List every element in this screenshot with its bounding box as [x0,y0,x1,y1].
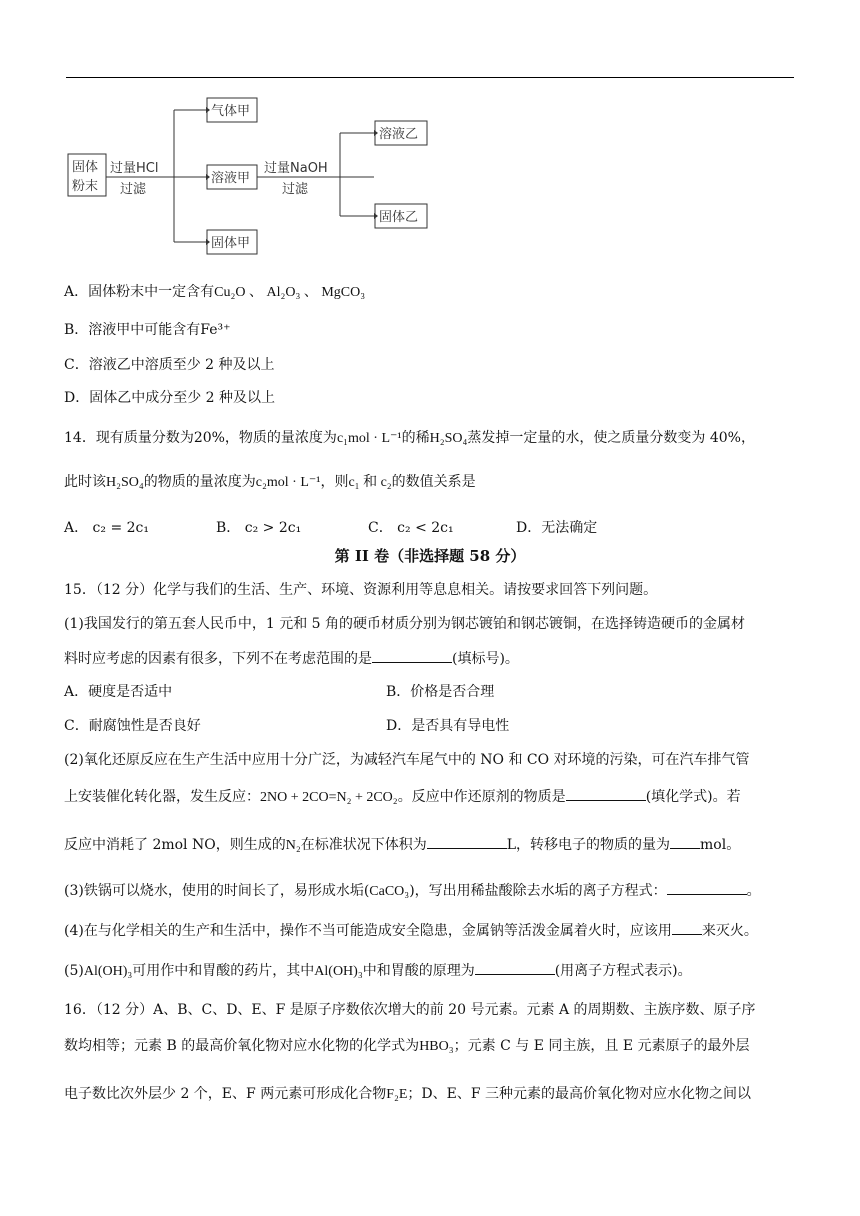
q13-option-c: C．溶液乙中溶质至少 2 种及以上 [64,357,275,373]
q15-p3 [64,880,761,902]
label-solid-powder-1: 固体 [72,160,99,175]
q14-vars: c₁ 和 c₂ [348,475,392,490]
label-step1-op: 过滤 [120,182,147,197]
q14-line2-d: 的数值关系是 [391,474,476,490]
q13-option-b: B．溶液甲中可能含有Fe³⁺ [64,322,231,338]
q14-c1-unit: c₁mol · L⁻¹ [336,431,402,446]
answer-blank[interactable] [427,834,507,849]
q15-p2-line3-a: 反应中消耗了 2mol NO，则生成的 [64,837,286,853]
q15-intro: 15．（12 分）化学与我们的生活、生产、环境、资源利用等息息相关。请按要求回答下列问题。 [64,582,658,598]
label-solid-a: 固体甲 [211,236,251,251]
q15-p3-a: (3)铁锅可以烧水，使用的时间长了，易形成水垢( [64,883,370,899]
label-step2-op: 过滤 [282,182,309,197]
q15-caco3: CaCO₃ [369,884,410,899]
q14-line2-c: ，则 [320,474,349,490]
q16-f2e: F₂E [386,1087,408,1102]
q16-line3-a: 电子数比次外层少 2 个，E、F 两元素可形成化合物 [64,1086,387,1102]
q15-p5-d: (用离子方程式表示)。 [554,963,692,979]
q15-option-b: B．价格是否合理 [386,684,495,700]
q16-line1: 16．（12 分）A、B、C、D、E、F 是原子序数依次增大的前 20 号元素。元素 A 的周期数、主族序数、原子序 [64,1002,756,1018]
q13-option-d: D．固体乙中成分至少 2 种及以上 [64,390,276,406]
q14-option-b: B． c₂ > 2c₁ [216,520,302,536]
answer-blank[interactable] [372,648,452,663]
answer-blank[interactable] [672,920,702,935]
q15-p2-line2 [64,786,741,808]
q14-option-a: A． c₂ = 2c₁ [64,520,150,536]
q15-reaction-equation: 2NO + 2CO=N₂ + 2CO₂ [260,790,398,805]
answer-blank[interactable] [566,786,646,801]
q15-p2-line2-a: 上安装催化转化器，发生反应： [64,789,260,805]
q14-line1-c: 蒸发掉一定量的水，使之质量分数变为 40%， [467,430,755,446]
q15-aloh3-2: Al(OH)₃ [314,964,363,979]
label-step1-reagent: 过量HCl [110,161,159,176]
q14-option-d: D．无法确定 [516,520,598,536]
q13-option-a [64,282,365,303]
q14-option-c: C． c₂ < 2c₁ [368,520,454,536]
q15-p4 [64,920,758,941]
q14-line2-a: 此时该 [64,474,106,490]
q14-c2-unit: c₂mol · L⁻¹ [255,475,321,490]
label-solid-powder-2: 粉末 [72,179,99,194]
label-solution-b: 溶液乙 [379,127,419,142]
label-solution-a: 溶液甲 [211,171,251,186]
q14-line1-a: 14．现有质量分数为20%，物质的量浓度为 [64,430,337,446]
q15-p1-line2-a: 料时应考虑的因素有很多，下列不在考虑范围的是 [64,651,372,667]
q15-p2-line3 [64,834,740,856]
q13-option-a-text: A．固体粉末中一定含有 [64,284,215,300]
q15-p5-a: (5) [64,963,84,979]
label-gas-a: 气体甲 [211,104,251,119]
q15-p1-line2-b: (填标号)。 [452,651,519,667]
q15-p2-line3-c: L，转移电子的物质的量为 [506,837,671,853]
q16-hbo3: HBO₃ [419,1039,454,1054]
q16-line2 [64,1036,750,1057]
q15-p2-line3-b: 在标准状况下体积为 [300,837,427,853]
q15-p2-line2-c: (填化学式)。若 [645,789,741,805]
q14-h2so4-1: H₂SO₄ [429,431,468,446]
q14-line1 [64,428,755,449]
q14-h2so4-2: H₂SO₄ [106,475,144,490]
q15-p1-line2 [64,648,519,669]
q14-line1-b: 的稀 [401,430,430,446]
q14-line2 [64,472,476,493]
q15-p2-line3-d: mol。 [700,837,741,853]
q14-line2-b: 的物质的量浓度为 [143,474,256,490]
q16-line3 [64,1084,751,1105]
q15-p2-line2-b: 。反应中作还原剂的物质是 [397,789,566,805]
q15-p2-line1: (2)氧化还原反应在生产生活中应用十分广泛，为减轻汽车尾气中的 NO 和 CO 对环境的污染，可在汽车排气管 [64,752,750,768]
q16-line2-b: ；元素 C 与 E 同主族，且 E 元素原子的最外层 [453,1038,750,1054]
q15-p3-c: 。 [746,883,761,899]
section-title: 第 II 卷（非选择题 58 分） [334,547,526,565]
answer-blank[interactable] [670,834,700,849]
q15-n2: N₂ [285,838,301,853]
q15-p3-b: )，写出用稀盐酸除去水垢的离子方程式： [409,883,667,899]
q15-option-c: C．耐腐蚀性是否良好 [64,718,201,734]
q15-p4-a: (4)在与化学相关的生产和生活中，操作不当可能造成安全隐患，金属钠等活泼金属着火时，应该用 [64,923,672,939]
label-solid-b: 固体乙 [379,210,419,225]
label-step2-reagent: 过量NaOH [264,161,328,176]
separation-flow-diagram [60,92,500,262]
q15-p5 [64,960,692,982]
answer-blank[interactable] [667,880,747,895]
q15-p5-b: 可用作中和胃酸的药片，其中 [132,963,315,979]
q16-line2-a: 数均相等；元素 B 的最高价氧化物对应水化物的化学式为 [64,1038,420,1054]
q15-p5-c: 中和胃酸的原理为 [362,963,475,979]
q15-aloh3-1: Al(OH)₃ [83,964,133,979]
q15-option-d: D．是否具有导电性 [386,718,510,734]
q13-option-a-chem: Cu₂O 、 Al₂O₃ 、 MgCO₃ [214,285,366,300]
q16-line3-b: ；D、E、F 三种元素的最高价氧化物对应水化物之间以 [407,1086,752,1102]
header-rule [66,77,794,78]
q15-option-a: A．硬度是否适中 [64,684,173,700]
answer-blank[interactable] [475,960,555,975]
q15-p1-line1: (1)我国发行的第五套人民币中，1 元和 5 角的硬币材质分别为钢芯镀铂和钢芯镀铜，在选择铸造硬币的金属材 [64,616,745,632]
q15-p4-b: 来灭火。 [701,923,758,939]
